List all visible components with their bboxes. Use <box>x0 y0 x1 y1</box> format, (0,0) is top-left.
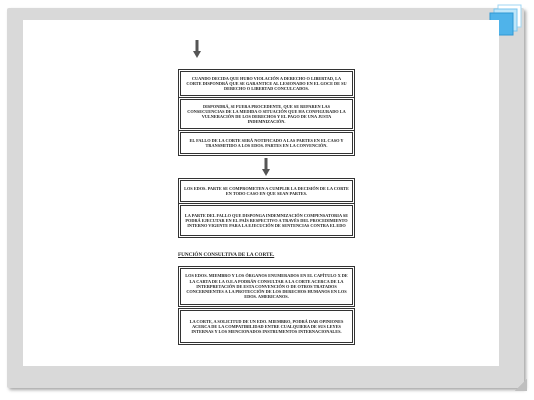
flow-box-3: EL FALLO DE LA CORTE SERÁ NOTIFICADO A LAS PARTES EN EL CASO Y TRANSMITIDO A LOS EDOS. PARTES EN LA CONVENCIÓN. <box>180 132 353 154</box>
section-title: FUNCIÓN CONSULTIVA DE LA CORTE. <box>178 252 275 258</box>
arrow-down-icon <box>262 158 270 176</box>
flow-box-2: DISPONDRÁ, SI FUERA PROCEDENTE, QUE SE REPAREN LAS CONSECUENCIAS DE LA MEDIDA O SITUACIÓN QUE HA CONFIGURADO LA VULNERACIÓN DE LOS DERECHOS Y EL PAGO DE UNA JUSTA INDEMNIZACIÓN. <box>180 99 353 129</box>
flow-box-7: LA CORTE, A SOLICITUD DE UN EDO. MIEMBRO, PODRÁ DAR OPINIONES ACERCA DE LA COMPATIBILIDAD ENTRE CUALQUIERA DE SUS LEYES INTERNAS Y LOS MENCIONADOS INSTRUMENTOS INTERNACIONALES. <box>180 310 353 343</box>
arrow-down-icon <box>193 40 201 58</box>
flow-box-1: CUANDO DECIDA QUE HUBO VIOLACIÓN A DERECHO O LIBERTAD, LA CORTE DISPONDRÁ QUE SE GARANTICE AL LESIONADO EN EL GOCE DE SU DERECHO O LIBERTAD CONCULCADOS. <box>180 71 353 96</box>
flow-box-4: LOS EDOS. PARTE SE COMPROMETEN A CUMPLIR LA DECISIÓN DE LA CORTE EN TODO CASO EN QUE SEAN PARTES. <box>180 180 353 202</box>
flow-box-5: LA PARTE DEL FALLO QUE DISPONGA INDEMNIZACIÓN COMPENSATORIA SE PODRÁ EJECUTAR EN EL PAÍS RESPECTIVO A TRAVÉS DEL PROCEDIMIENTO INTERNO VIGENTE PARA LA EJECUCIÓN DE SENTENCIAS CONTRA EL EDO <box>180 205 353 236</box>
flow-box-6: LOS EDOS. MIEMBRO Y LOS ÓRGANOS ENUMERADOS EN EL CAPÍTULO X DE LA CARTA DE LA O.E.A PODRÁN CONSULTAR A LA CORTE ACERCA DE LA INTERPRETACIÓN DE ESTA CONVENCIÓN O DE OTROS TRATADOS CONCERNIENTES A LA PROTECCIÓN DE LOS DERECHOS HUMANOS EN LOS EDOS. AMERICANOS. <box>180 268 353 305</box>
